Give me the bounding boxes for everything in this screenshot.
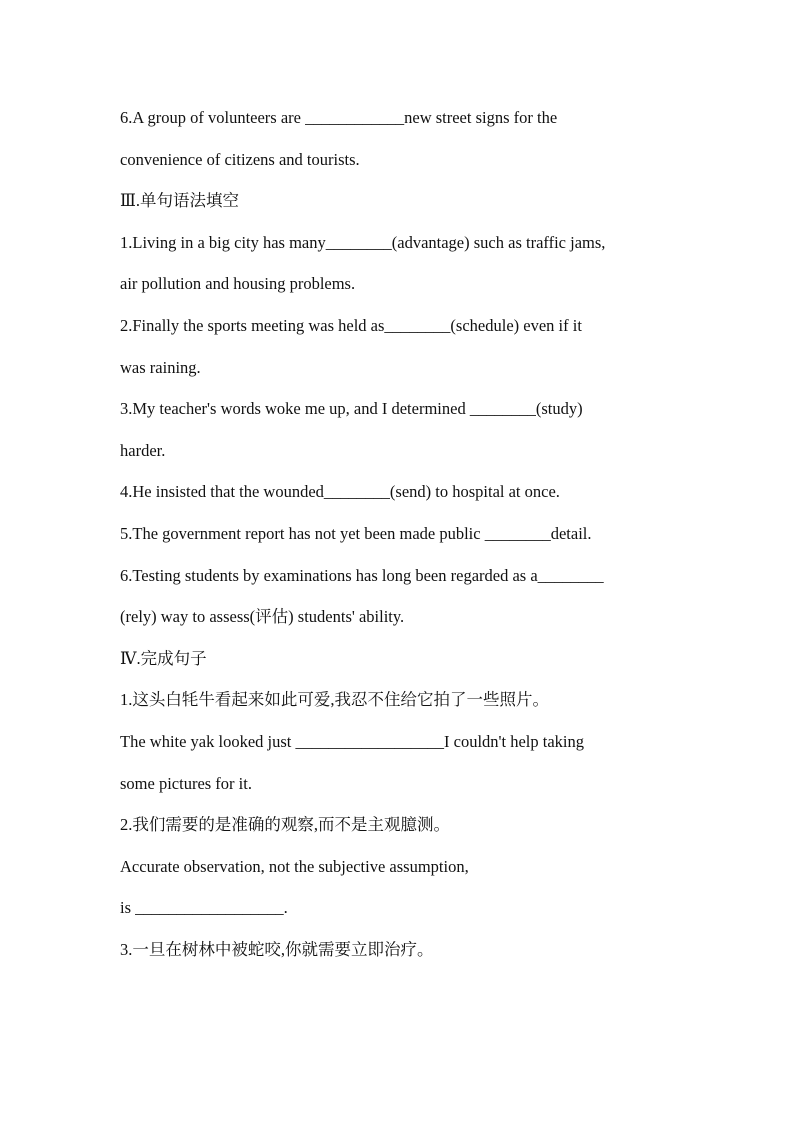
text-line-8: 3.My teacher's words woke me up, and I determined ________(study) — [120, 399, 583, 419]
text-line-2: convenience of citizens and tourists. — [120, 149, 360, 169]
section-heading-3: Ⅲ.单句语法填空 — [120, 191, 240, 211]
text-line-11: 5.The government report has not yet been made public ________detail. — [120, 523, 592, 543]
text-line-7: was raining. — [120, 357, 201, 377]
text-line-4: 1.Living in a big city has many________(advantage) such as traffic jams, — [120, 232, 606, 252]
text-line-21: 3.一旦在树林中被蛇咬,你就需要立即治疗。 — [120, 939, 434, 959]
text-line-20: is __________________. — [120, 898, 288, 918]
document-page — [120, 100, 680, 973]
text-line-12: 6.Testing students by examinations has long been regarded as a________ — [120, 565, 604, 585]
text-line-9: harder. — [120, 440, 166, 460]
text-line-16: The white yak looked just __________________I couldn't help taking — [120, 731, 584, 751]
text-line-19: Accurate observation, not the subjective assumption, — [120, 856, 469, 876]
text-line-13: (rely) way to assess(评估) students' ability. — [120, 607, 405, 627]
text-line-10: 4.He insisted that the wounded________(send) to hospital at once. — [120, 482, 560, 502]
text-line-15: 1.这头白牦牛看起来如此可爱,我忍不住给它拍了一些照片。 — [120, 690, 549, 710]
section-heading-4: Ⅳ.完成句子 — [120, 648, 207, 668]
text-line-18: 2.我们需要的是准确的观察,而不是主观臆测。 — [120, 815, 450, 835]
text-line-1: 6.A group of volunteers are ____________new street signs for the — [120, 108, 558, 127]
text-line-5: air pollution and housing problems. — [120, 274, 356, 294]
text-line-6: 2.Finally the sports meeting was held as________(schedule) even if it — [120, 315, 582, 335]
text-line-17: some pictures for it. — [120, 773, 252, 793]
